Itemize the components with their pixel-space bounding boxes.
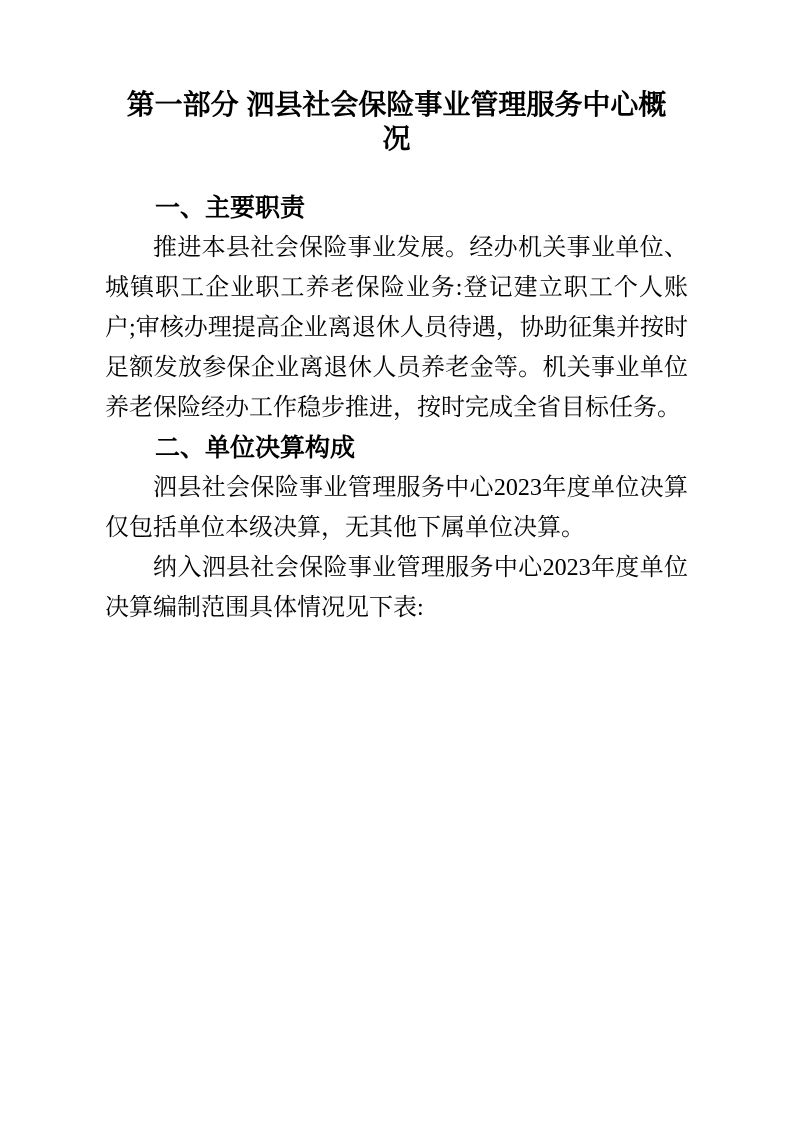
paragraph-budget-scope: 泗县社会保险事业管理服务中心2023年度单位决算仅包括单位本级决算，无其他下属单位决算。	[105, 475, 688, 541]
section-budget-composition	[105, 428, 688, 628]
paragraph-main-duties: 推进本县社会保险事业发展。经办机关事业单位、城镇职工企业职工养老保险业务:登记建立职工个人账户;审核办理提高企业离退休人员待遇，协助征集并按时足额发放参保企业离退休人员养老金等。机关事业单位养老保险经办工作稳步推进，按时完成全省目标任务。	[105, 235, 688, 421]
document-title: 第一部分 泗县社会保险事业管理服务中心概况	[126, 89, 667, 154]
section-main-duties	[105, 188, 688, 428]
section-heading-main-duties: 一、主要职责	[155, 194, 306, 222]
paragraph-budget-table-intro: 纳入泗县社会保险事业管理服务中心2023年度单位决算编制范围具体情况见下表:	[105, 555, 688, 621]
section-heading-budget-composition: 二、单位决算构成	[155, 434, 356, 462]
